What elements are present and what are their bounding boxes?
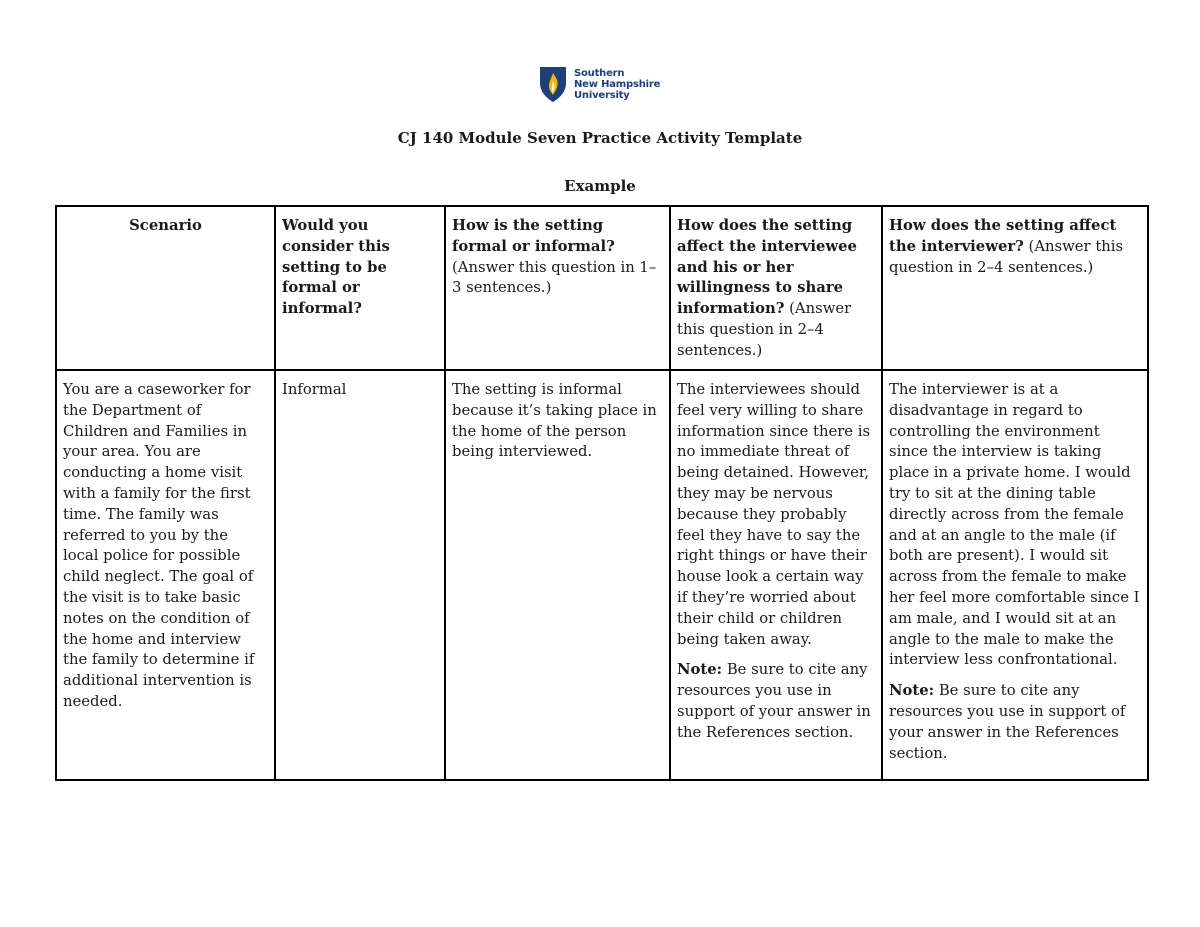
note-text: Be sure to cite any resources you use in support of your answer in the References section. — [677, 661, 871, 741]
how-setting-cell — [445, 370, 670, 780]
document-title: CJ 140 Module Seven Practice Activity Template — [397, 129, 803, 147]
header-cell-interviewer-effect — [882, 206, 1148, 370]
formal-informal-text: Informal — [282, 381, 347, 398]
how-setting-text: The setting is informal because it’s taking place in the home of the person being interviewed. — [452, 381, 657, 461]
header-bold-text: How is the setting formal or informal? — [452, 217, 615, 255]
note-label: Note: — [889, 682, 935, 700]
header-bold-text: How does the setting affect the interviewee and his or her willingness to share information? — [677, 217, 857, 318]
header-normal-text: (Answer this question in 2–4 sentences.) — [677, 300, 852, 359]
section-heading: Example — [564, 177, 636, 195]
table-row — [56, 370, 1148, 780]
interviewee-effect-cell — [670, 370, 882, 780]
university-logo — [538, 64, 660, 104]
logo-wordmark — [574, 68, 660, 101]
interviewee-note — [677, 660, 875, 743]
logo-line-3: University — [574, 89, 630, 101]
header-cell-how-setting — [445, 206, 670, 370]
header-bold-text: Scenario — [129, 217, 202, 234]
header-bold-text: Would you consider this setting to be formal or informal? — [282, 217, 390, 318]
shield-flame-icon — [538, 65, 568, 103]
activity-table — [55, 205, 1149, 781]
interviewer-effect-text: The interviewer is at a disadvantage in regard to controlling the environment since the interview is taking place in a private home. I would try to sit at the dining table directly across from the female and at an angle to the male (if both are present). I would sit across from the female to make her feel more comfortable since I am male, and I would sit at an angle to the male to make the interview less confrontational. — [889, 381, 1140, 669]
header-normal-text: (Answer this question in 2–4 sentences.) — [889, 237, 1124, 276]
scenario-text: You are a caseworker for the Department of Children and Families in your area. You are conducting a home visit with a family for the first time. The family was referred to you by the local police for possible child neglect. The goal of the visit is to take basic notes on the condition of the home and interview the family to determine if additional intervention is needed. — [63, 381, 255, 710]
header-cell-interviewee-effect — [670, 206, 882, 370]
formal-informal-cell — [275, 370, 445, 780]
scenario-cell — [56, 370, 275, 780]
logo-line-2: New Hampshire — [574, 78, 661, 90]
header-cell-scenario — [56, 206, 275, 370]
note-label: Note: — [677, 661, 723, 679]
interviewer-effect-cell — [882, 370, 1148, 780]
interviewer-note — [889, 681, 1141, 764]
header-bold-text: How does the setting affect the interviewer? — [889, 217, 1117, 255]
interviewee-effect-text: The interviewees should feel very willing to share information since there is no immediate threat of being detained. However, they may be nervous because they probably feel they have to say the right things or have their house look a certain way if they’re worried about their child or children being taken away. — [677, 381, 871, 648]
table-header-row — [56, 206, 1148, 370]
header-cell-formal-informal — [275, 206, 445, 370]
header-normal-text: (Answer this question in 1–3 sentences.) — [452, 258, 657, 297]
note-text: Be sure to cite any resources you use in support of your answer in the References section. — [889, 682, 1126, 762]
logo-line-1: Southern — [574, 67, 625, 79]
